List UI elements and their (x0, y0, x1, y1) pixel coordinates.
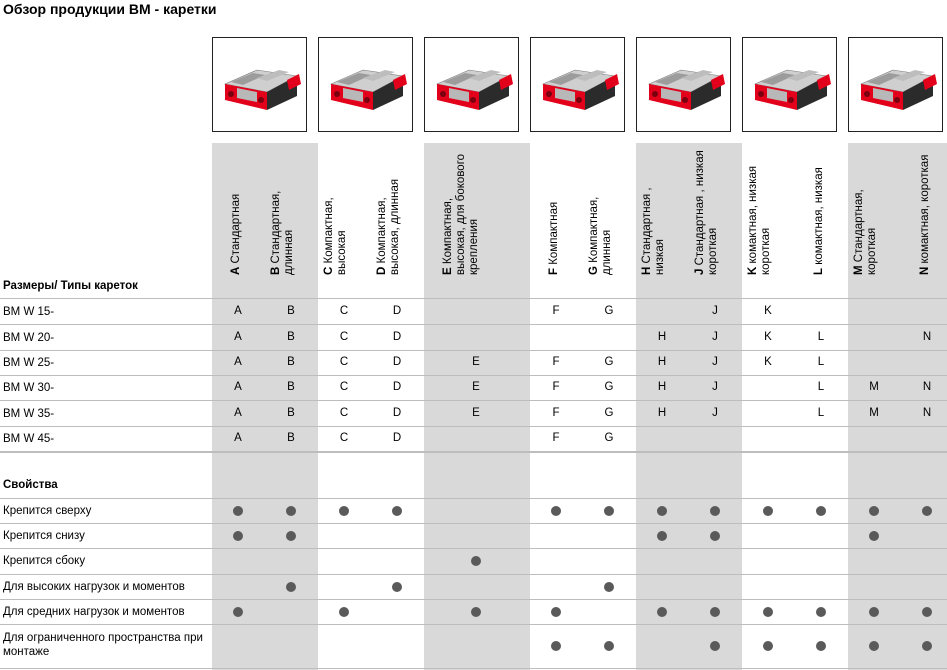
size-cell: E (472, 407, 480, 419)
column-letter: K (747, 266, 759, 275)
size-cell: F (552, 305, 560, 317)
size-cell: N (922, 407, 932, 419)
carriage-image (848, 37, 943, 132)
column-description: Компактная (548, 201, 560, 268)
row-divider (0, 548, 947, 549)
size-cell: D (392, 305, 402, 317)
column-header-m (853, 150, 884, 275)
feature-dot (286, 531, 296, 541)
column-description: Стандартная, длинная (270, 190, 295, 275)
column-header-e (442, 150, 486, 275)
column-header-n (915, 150, 937, 275)
row-divider (0, 375, 947, 376)
feature-dot (816, 506, 826, 516)
row-divider (0, 324, 947, 325)
feature-dot (286, 506, 296, 516)
column-description: Компактная, длинная (588, 196, 613, 275)
carriage-image (530, 37, 625, 132)
size-cell: M (869, 381, 879, 393)
size-cell: D (392, 432, 402, 444)
feature-dot (763, 607, 773, 617)
column-header-j (694, 150, 725, 275)
feature-dot (657, 531, 667, 541)
row-divider (0, 624, 947, 625)
feature-dot (604, 506, 614, 516)
row-divider (0, 574, 947, 575)
property-row-label: Крепится сверху (3, 505, 92, 517)
column-letter: J (694, 268, 706, 275)
feature-dot (710, 506, 720, 516)
size-cell: C (339, 381, 349, 393)
size-cell: H (657, 331, 667, 343)
carriage-image (742, 37, 837, 132)
size-cell: C (339, 432, 349, 444)
row-divider (0, 400, 947, 401)
feature-dot (922, 607, 932, 617)
column-letter: E (442, 267, 454, 275)
size-cell: D (392, 356, 402, 368)
property-row-label: Для ограниченного пространства при монтаже (3, 632, 203, 658)
feature-dot (657, 506, 667, 516)
column-header-f (544, 150, 566, 275)
row-divider (0, 426, 947, 427)
feature-dot (763, 641, 773, 651)
column-header-k (747, 150, 778, 275)
column-description: Стандартная , низкая короткая (694, 150, 719, 275)
size-cell: M (869, 407, 879, 419)
feature-dot (816, 607, 826, 617)
size-cell: K (764, 305, 772, 317)
size-cell: A (234, 407, 242, 419)
column-letter: C (323, 266, 335, 275)
column-description: комактная, низкая короткая (747, 165, 772, 275)
row-divider (0, 452, 947, 453)
column-letter: B (270, 266, 282, 275)
feature-dot (657, 607, 667, 617)
carriage-image (636, 37, 731, 132)
feature-dot (604, 641, 614, 651)
size-cell: A (234, 305, 242, 317)
column-header-b (270, 150, 301, 275)
column-description: Стандартная (230, 193, 242, 267)
column-letter: L (813, 267, 825, 275)
feature-dot (233, 531, 243, 541)
size-cell: F (552, 432, 560, 444)
size-cell: H (657, 381, 667, 393)
feature-dot (392, 506, 402, 516)
column-description: Компактная, высокая, длинная (376, 178, 401, 275)
feature-dot (471, 556, 481, 566)
column-letter: G (588, 266, 600, 275)
size-cell: J (712, 407, 718, 419)
size-row-label: BM W 35- (3, 408, 55, 420)
size-cell: N (922, 381, 932, 393)
size-cell: D (392, 381, 402, 393)
row-divider (0, 599, 947, 600)
size-cell: B (287, 331, 295, 343)
row-divider (0, 350, 947, 351)
feature-dot (339, 506, 349, 516)
size-cell: C (339, 407, 349, 419)
size-row-label: BM W 15- (3, 306, 55, 318)
size-cell: A (234, 381, 242, 393)
size-cell: H (657, 356, 667, 368)
size-cell: L (817, 356, 825, 368)
feature-dot (233, 506, 243, 516)
size-cell: E (472, 356, 480, 368)
size-cell: B (287, 381, 295, 393)
size-cell: L (817, 407, 825, 419)
size-cell: B (287, 407, 295, 419)
size-cell: B (287, 305, 295, 317)
column-header-h (641, 150, 672, 275)
size-cell: K (764, 331, 772, 343)
row-divider (0, 523, 947, 524)
feature-dot (604, 582, 614, 592)
size-cell: G (604, 381, 614, 393)
column-description: Компактная, высокая (323, 197, 348, 275)
size-cell: C (339, 331, 349, 343)
size-row-label: BM W 25- (3, 357, 55, 369)
column-letter: A (230, 266, 242, 275)
property-row-label: Крепится снизу (3, 530, 85, 542)
size-cell: A (234, 432, 242, 444)
properties-section-label: Свойства (3, 479, 58, 491)
size-cell: J (712, 381, 718, 393)
size-cell: E (472, 381, 480, 393)
size-cell: F (552, 381, 560, 393)
carriage-image (318, 37, 413, 132)
feature-dot (869, 531, 879, 541)
property-row-label: Крепится сбоку (3, 555, 86, 567)
size-cell: C (339, 356, 349, 368)
feature-dot (551, 641, 561, 651)
feature-dot (551, 607, 561, 617)
column-header-g (588, 150, 619, 275)
column-letter: N (919, 266, 931, 275)
size-cell: A (234, 356, 242, 368)
column-header-d (376, 150, 407, 275)
size-cell: J (712, 331, 718, 343)
feature-dot (763, 506, 773, 516)
column-header-a (226, 150, 248, 275)
column-letter: H (641, 266, 653, 275)
feature-dot (471, 607, 481, 617)
column-description: комактная, короткая (919, 154, 931, 267)
size-cell: C (339, 305, 349, 317)
size-cell: K (764, 356, 772, 368)
feature-dot (869, 607, 879, 617)
column-description: Стандартная , низкая (641, 187, 666, 275)
page-title: Обзор продукции BM - каретки (3, 1, 217, 17)
column-letter: F (548, 267, 560, 275)
feature-dot (869, 506, 879, 516)
feature-dot (922, 641, 932, 651)
carriage-image (424, 37, 519, 132)
size-cell: F (552, 407, 560, 419)
feature-dot (816, 641, 826, 651)
size-cell: G (604, 356, 614, 368)
property-row-label: Для средних нагрузок и моментов (3, 606, 185, 618)
size-cell: G (604, 407, 614, 419)
feature-dot (233, 607, 243, 617)
column-description: Компактная, высокая, для бокового крепления (442, 153, 480, 275)
column-description: комактная, низкая (813, 167, 825, 268)
size-cell: B (287, 356, 295, 368)
feature-dot (710, 641, 720, 651)
column-header-c (323, 150, 354, 275)
size-cell: G (604, 305, 614, 317)
size-row-label: BM W 45- (3, 433, 55, 445)
size-cell: L (817, 381, 825, 393)
size-cell: J (712, 305, 718, 317)
column-letter: M (853, 265, 865, 275)
feature-dot (869, 641, 879, 651)
feature-dot (339, 607, 349, 617)
size-cell: J (712, 356, 718, 368)
feature-dot (286, 582, 296, 592)
feature-dot (392, 582, 402, 592)
size-cell: L (817, 331, 825, 343)
size-cell: A (234, 331, 242, 343)
property-row-label: Для высоких нагрузок и моментов (3, 581, 185, 593)
size-cell: H (657, 407, 667, 419)
row-divider (0, 668, 947, 669)
size-cell: D (392, 407, 402, 419)
row-divider (0, 498, 947, 499)
row-divider (0, 298, 947, 299)
feature-dot (710, 607, 720, 617)
carriage-image (212, 37, 307, 132)
column-description: Стандартная, короткая (853, 189, 878, 275)
size-cell: N (922, 331, 932, 343)
size-cell: D (392, 331, 402, 343)
size-row-label: BM W 20- (3, 332, 55, 344)
column-header-l (809, 150, 831, 275)
size-cell: B (287, 432, 295, 444)
feature-dot (551, 506, 561, 516)
column-letter: D (376, 266, 388, 275)
feature-dot (710, 531, 720, 541)
sizes-section-label: Размеры/ Типы кареток (3, 280, 138, 292)
size-cell: G (604, 432, 614, 444)
feature-dot (922, 506, 932, 516)
size-row-label: BM W 30- (3, 382, 55, 394)
size-cell: F (552, 356, 560, 368)
